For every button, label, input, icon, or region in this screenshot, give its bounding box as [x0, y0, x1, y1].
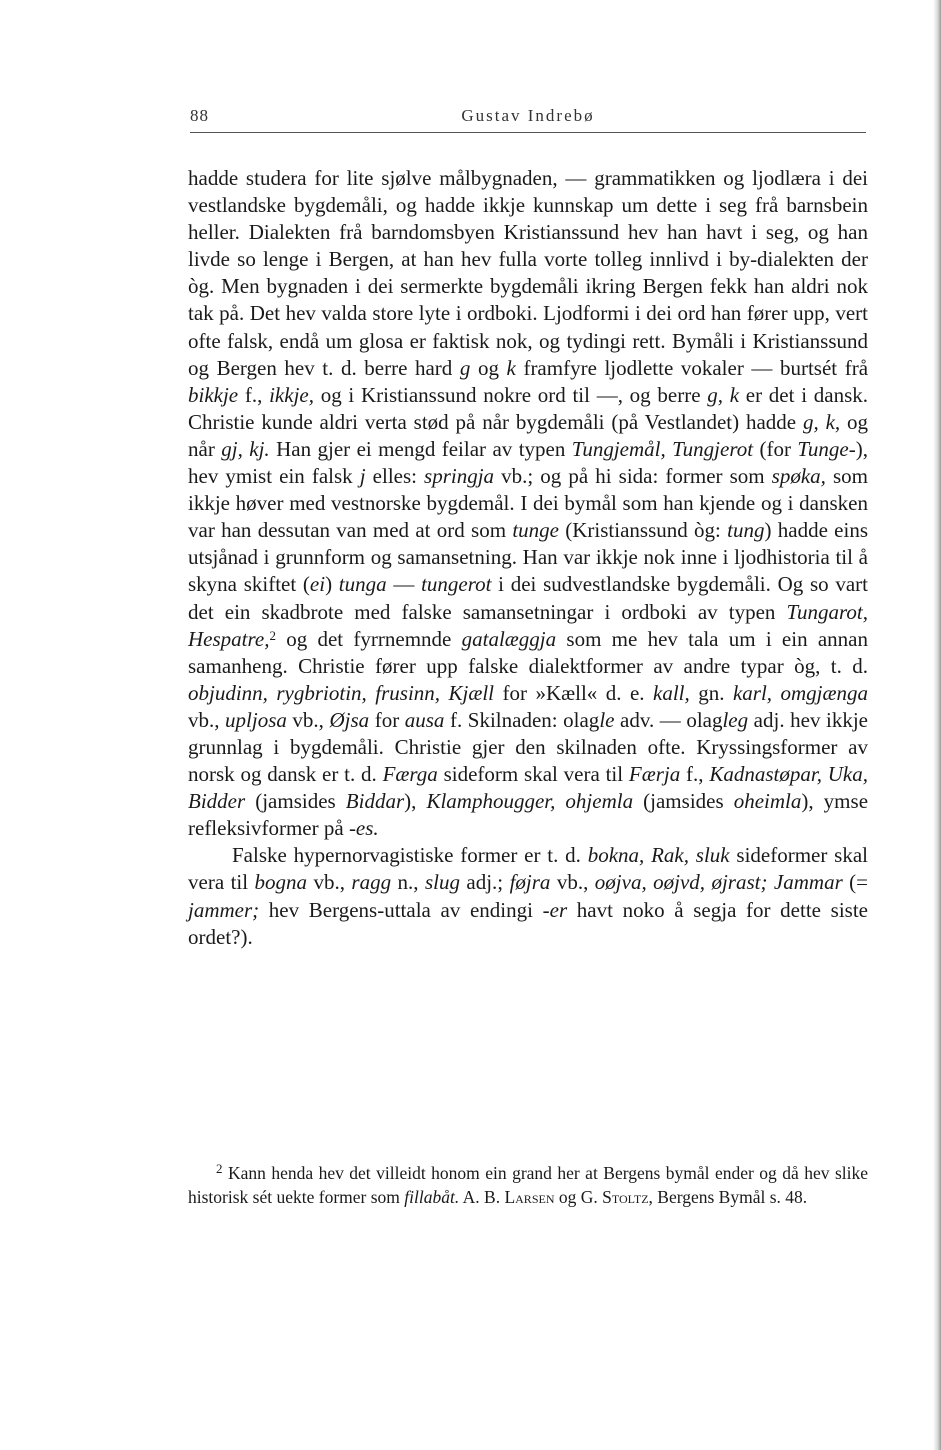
- text-run: (=: [842, 870, 869, 895]
- text-run: og: [470, 355, 507, 380]
- text-run: Han gjer ei mengd feilar av typen: [269, 436, 572, 461]
- text-run: (Kristianssund òg:: [558, 518, 728, 543]
- italic-term: -er: [542, 897, 568, 922]
- italic-term: tunge: [512, 518, 559, 543]
- italic-term: Færga: [382, 762, 438, 787]
- text-run: f.,: [238, 382, 270, 407]
- italic-term: le: [599, 707, 615, 732]
- text-run: havt noko å segja for dette siste ordet?).: [188, 897, 868, 949]
- italic-term: Tungjemål, Tungjerot: [571, 436, 754, 461]
- italic-term: g, k,: [802, 409, 841, 434]
- text-run: ), ymse refleksivformer på: [188, 789, 869, 841]
- italic-term: fillabåt.: [404, 1186, 460, 1207]
- italic-term: objudinn, rygbriotin, frusinn, Kjæll: [188, 680, 495, 705]
- italic-term: Færja: [628, 762, 681, 787]
- text-run: vb.,: [286, 707, 330, 732]
- italic-term: g: [459, 355, 471, 380]
- italic-term: Biddar: [345, 789, 405, 814]
- footnote-2: [188, 1162, 868, 1209]
- page-number: 88: [190, 106, 209, 125]
- text-run: adv. — olag: [614, 707, 723, 732]
- italic-term: Klamphougger, ohjemla: [426, 789, 634, 814]
- italic-term: oøjva, oøjvd, øjrast; Jammar: [594, 870, 843, 895]
- text-run: og når: [188, 409, 868, 461]
- text-run: gn.: [689, 680, 733, 705]
- footnote-marker: 2: [216, 1161, 223, 1176]
- italic-term: Tunge-: [797, 436, 856, 461]
- italic-term: leg: [722, 707, 749, 732]
- paragraph-1: [188, 165, 868, 842]
- italic-term: karl, omgjænga: [732, 680, 869, 705]
- text-run: sideform skal vera til: [437, 762, 629, 787]
- text-run: adj.;: [459, 870, 510, 895]
- text-run: ): [325, 572, 339, 597]
- italic-term: ei: [309, 572, 326, 597]
- italic-term: slug: [424, 870, 460, 895]
- text-run: for »Kæll« d. e.: [494, 680, 654, 705]
- paragraph-2: [188, 842, 868, 950]
- italic-term: bikkje: [188, 382, 239, 407]
- italic-term: tung: [727, 518, 765, 543]
- running-head: Gustav Indrebø: [461, 106, 595, 125]
- text-run: som ikkje høver med vestnorske bygdemål. I dei bymål som han kjende og i dansken var han dessutan van med at ord som: [188, 464, 868, 543]
- italic-term: j: [359, 464, 366, 489]
- italic-term: oheimla: [733, 789, 802, 814]
- italic-term: Øjsa: [329, 707, 370, 732]
- main-text: [188, 165, 868, 951]
- text-run: Kann henda hev det villeidt honom ein grand her at Bergens bymål ender og då hev slike historisk sét uekte former som: [188, 1163, 868, 1207]
- text-run: —: [386, 572, 422, 597]
- text-run: og det fyrrnemnde: [275, 626, 462, 651]
- text-run: vb.,: [550, 870, 595, 895]
- text-run: hadde studera for lite sjølve målbygnaden, — grammatikken og ljodlæra i dei vestlandske bygdemåli, og hadde ikkje kunnskap um dette i seg frå barnsbein heller. Dialekten frå barndomsbyen Kristianssund hev han havt i seg, og han livde so lenge i Bergen, at han hev fulla vorte tolleg innlivd i by-dialekten der òg. Men bygnaden i dei sermerkte bygdemåli ikring Bergen fekk han aldri nok tak på. Det hev valda store lyte i ordboki. Ljodformi i dei ord han fører upp, vert ofte falsk, endå um glosa er faktisk nok, og tydingi rett. Bymåli i Kristianssund og Bergen hev t. d. berre hard: [188, 166, 868, 380]
- italic-term: ragg: [351, 870, 392, 895]
- italic-term: k: [506, 355, 516, 380]
- page-header: [190, 102, 866, 133]
- italic-term: Tungarot, Hespatre,: [188, 599, 868, 651]
- text-run: adj. hev ikkje grunnlag i bygdemåli. Christie gjer den skilnaden ofte. Kryssingsformer av norsk og dansk er t. d.: [188, 707, 868, 787]
- text-run: elles:: [365, 464, 425, 489]
- text-run: vb.; og på hi sida: former som: [494, 464, 772, 489]
- text-run: ),: [404, 789, 427, 814]
- italic-term: tungerot: [421, 572, 492, 597]
- text-run: vb.,: [307, 870, 352, 895]
- italic-term: gatalæggja: [461, 626, 557, 651]
- italic-term: føjra: [509, 870, 551, 895]
- italic-term: Kadnastøpar, Uka, Bidder: [188, 762, 868, 814]
- text-run: Falske hypernorvagistiske former er t. d.: [232, 843, 588, 868]
- text-run: sideformer skal vera til: [188, 843, 868, 895]
- italic-term: spøka,: [771, 464, 826, 489]
- text-run: for: [369, 707, 405, 732]
- italic-term: g, k: [707, 382, 740, 407]
- text-run: er det i dansk. Christie kunde aldri verta stød på når bygdemåli (på Vestlandet) hadde: [188, 382, 868, 434]
- italic-term: gj, kj.: [221, 436, 270, 461]
- italic-term: tunga: [338, 572, 387, 597]
- text-run: og G.: [554, 1186, 603, 1207]
- italic-term: jammer;: [188, 897, 260, 922]
- text-run: n.,: [391, 870, 425, 895]
- italic-term: ausa: [404, 707, 445, 732]
- text-run: som me hev tala um i ein annan samanheng. Christie fører upp falske dialektformer av andre typar òg, t. d.: [188, 626, 868, 678]
- page-edge-shadow: [933, 0, 941, 1450]
- text-run: vb.,: [188, 707, 226, 732]
- italic-term: -es.: [348, 816, 379, 841]
- text-run: ), hev ymist ein falsk: [188, 436, 868, 489]
- footnote-marker: 2: [269, 627, 276, 643]
- italic-term: ikkje,: [269, 382, 314, 407]
- text-run: (jamsides: [245, 789, 346, 814]
- text-run: hev Bergens-uttala av endingi: [259, 897, 543, 922]
- text-run: f.,: [680, 762, 710, 787]
- text-run: framfyre ljodlette vokaler — burtsét frå: [515, 355, 869, 380]
- italic-term: kall,: [653, 680, 690, 705]
- text-run: og i Kristianssund nokre ord til —, og berre: [313, 382, 708, 407]
- text-run: (jamsides: [633, 789, 734, 814]
- italic-term: springja: [424, 464, 495, 489]
- author-name: Stoltz: [602, 1186, 649, 1207]
- author-name: Larsen: [504, 1186, 555, 1207]
- text-run: f. Skilnaden: olag: [444, 707, 600, 732]
- text-run: A. B.: [459, 1186, 505, 1207]
- italic-term: bogna: [254, 870, 308, 895]
- text-run: (for: [753, 436, 798, 461]
- text-run: i dei sudvestlandske bygdemåli. Og so vart det ein skadbrote med falske samansetningar i ordboki av typen: [188, 572, 869, 624]
- italic-term: upljosa: [225, 707, 287, 732]
- italic-term: bokna, Rak, sluk: [587, 843, 730, 868]
- text-run: , Bergens Bymål s. 48.: [648, 1186, 808, 1207]
- text-run: ) hadde eins utsjånad i grunnform og samansetning. Han var ikkje nok inne i ljodhistoria til å skyna skiftet (: [188, 518, 869, 597]
